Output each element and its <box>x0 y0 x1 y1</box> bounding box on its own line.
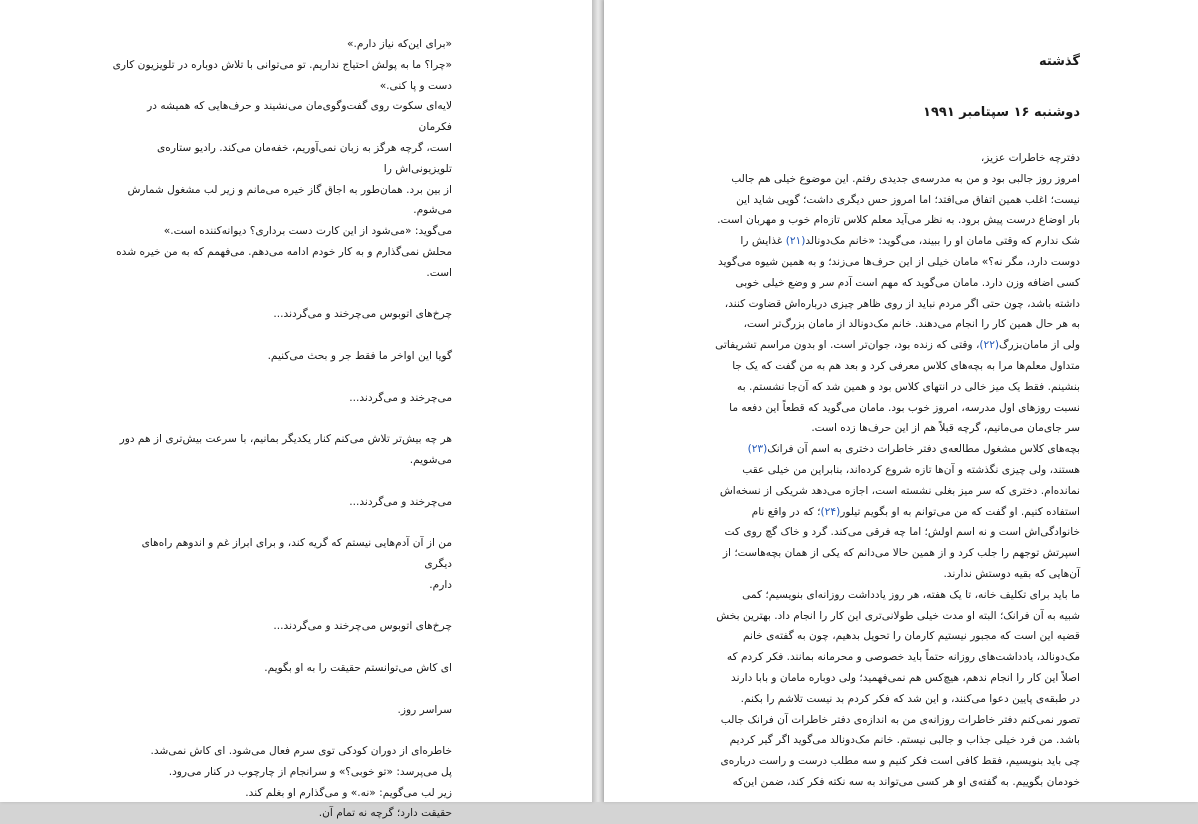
text-line: بچه‌های کلاس مشغول مطالعه‌ی دفتر خاطرات دختری به اسم آن فرانک(۲۳) <box>747 443 1080 456</box>
text-line: محلش نمی‌گذارم و به کار خودم ادامه می‌دهم. می‌فهمم که به من خیره شده است. <box>116 245 452 279</box>
text-line: دست و پا کنی.» <box>379 79 452 92</box>
text-line: به هر حال همین کار را انجام می‌دهند. خانم مک‌دونالد از مامان بزرگ‌تر است، <box>743 318 1080 331</box>
text-line: ولی از مامان‌بزرگ(۲۲)، وقتی که زنده بود، جوان‌تر است. او بدون مراسم تشریفاتی <box>715 339 1080 352</box>
paragraph-gap <box>112 679 452 700</box>
text-line: من از آن آدم‌هایی نیستم که گریه کند، و برای ابراز غم و اندوهم راه‌های دیگری <box>141 537 452 570</box>
right-page <box>604 0 1198 802</box>
text-line: متداول معلم‌ها مرا به بچه‌های کلاس معرفی کرد و بعد هم به من گفت که یک جا <box>732 359 1080 372</box>
text-line: حقیقت دارد؛ گرچه نه تمام آن. <box>318 807 452 820</box>
text-line: هستند، ولی چیزی نگذشته و آن‌ها تازه شروع کرده‌اند، بنابراین من خیلی عقب <box>742 463 1080 476</box>
text-line: خودمان بگوییم. به گفته‌ی او هر کسی می‌تواند به سه نکته فکر کند، ضمن این‌که <box>732 775 1080 788</box>
paragraph-gap <box>112 408 452 429</box>
text-line: بنشینم. فقط یک میز خالی در انتهای کلاس بود و همین شد که آن‌جا نشستم. به <box>737 380 1080 393</box>
paragraph-gap <box>112 471 452 492</box>
text-line: می‌گوید: «می‌شود از این کارت دست برداری؟ دیوانه‌کننده است.» <box>163 225 452 238</box>
text-line: نسبت روزهای اول مدرسه، امروز خوب بود. مامان می‌گوید که قطعاً این دفعه ما <box>729 401 1080 414</box>
text-line: هر چه بیش‌تر تلاش می‌کنم کنار یکدیگر بمانیم، با سرعت بیش‌تری از هم دور <box>119 433 452 446</box>
text-line: بار اوضاع درست پیش برود. به نظر می‌آید معلم کلاس تازه‌ام خوب و مهربان است. <box>717 214 1080 227</box>
text-line: امروز روز جالبی بود و من به مدرسه‌ی جدیدی رفتم. این موضوع خیلی هم جالب <box>731 172 1080 185</box>
text-line: می‌چرخند و می‌گردند... <box>349 495 452 508</box>
text-line: زیر لب می‌گویم: «نه.» و می‌گذارم او بغلم کند. <box>245 786 452 799</box>
text-line: پل می‌پرسد: «تو خوبی؟» و سرانجام از چارچوب در کنار می‌رود. <box>168 765 452 778</box>
chapter-title: گذشته <box>1038 54 1080 69</box>
diary-entry-date: دوشنبه ۱۶ سپتامبر ۱۹۹۱ <box>923 105 1080 120</box>
text-line: شک ندارم که وقتی مامان او را ببیند، می‌گوید: «خانم مک‌دونالد(۲۱) غذایش را <box>740 235 1080 248</box>
text-line: می‌شویم. <box>409 453 452 466</box>
text-line: خاطره‌ای از دوران کودکی توی سرم فعال می‌شود. ای کاش نمی‌شد. <box>150 745 452 758</box>
right-page-text <box>714 148 1080 793</box>
text-line: می‌چرخند و می‌گردند... <box>349 391 452 404</box>
text-line: آن‌هایی که بقیه دوستش ندارند. <box>943 567 1080 580</box>
text-line: لایه‌ای سکوت روی گفت‌وگوی‌مان می‌نشیند و حرف‌هایی که همیشه در فکرمان <box>147 100 452 134</box>
paragraph-gap <box>112 637 452 658</box>
text-line: داشته باشد، چون حتی اگر مردم نباید از روی ظاهر چیزی درباره‌اش قضاوت کنند، <box>724 297 1080 310</box>
text-line: گویا این اواخر ما فقط جر و بحث می‌کنیم. <box>267 349 452 362</box>
text-line: «برای این‌که نیاز دارم.» <box>347 38 452 50</box>
text-line: نمانده‌ام. دختری که سر میز بغلی نشسته است، اجازه می‌دهد شریکی از نسخه‌اش <box>719 484 1080 497</box>
text-line: چی باید بنویسیم، فقط کافی است فکر کنیم و سه مطلب درست و راست درباره‌ی <box>720 755 1080 768</box>
text-line: اصلاً این کار را انجام ندهم، هیچ‌کس هم نمی‌فهمید؛ ولی دوباره مامان و بابا دارند <box>731 671 1080 684</box>
text-line: از بین برد. همان‌طور به اجاق گاز خیره می‌مانم و زیر لب مشغول شمارش می‌شوم. <box>127 183 452 217</box>
text-line: تصور نمی‌کنم دفتر خاطرات روزانه‌ی من به اندازه‌ی دفتر خاطرات آن فرانک جالب <box>720 713 1080 726</box>
footnote-link[interactable]: (۲۴) <box>820 505 841 518</box>
paragraph-gap <box>112 720 452 741</box>
footnote-link[interactable]: (۲۱) <box>785 235 806 248</box>
paragraph-gap <box>112 325 452 346</box>
text-line: خانوادگی‌اش است و نه اسم اولش؛ اما چه فرقی می‌کند. گرد و خاک گچ روی کت <box>724 526 1080 539</box>
text-line: شبیه به آن فرانک؛ البته او مدت خیلی طولانی‌تری این کار را انجام داد. بهترین بخش <box>716 609 1080 622</box>
left-page <box>0 0 592 820</box>
text-line: در طبقه‌ی پایین دعوا می‌کنند، و این شد که فکر کردم بد نیست تلاشم را بکنم. <box>740 692 1080 705</box>
text-line: دوست دارد، مگر نه؟» مامان خیلی از این حرف‌ها می‌زند؛ و به همین شیوه می‌گوید <box>718 255 1080 268</box>
text-line: ای کاش می‌توانستم حقیقت را به او بگویم. <box>264 661 452 674</box>
text-line: «چرا؟ ما به پولش احتیاج نداریم. تو می‌توانی با تلاش دوباره در تلویزیون کاری <box>112 58 452 71</box>
text-line: اسپرتش توجهم را جلب کرد و از همین حالا می‌دانم که یکی از همان بچه‌هاست؛ از <box>722 547 1080 560</box>
footnote-link[interactable]: (۲۲) <box>979 339 1000 352</box>
text-line: کسی اضافه وزن دارد. مامان می‌گوید که مهم است آدم سر و وضع خیلی خوبی <box>735 276 1080 289</box>
text-line: باشد. من فرد خیلی جذاب و جالبی نیستم. خانم مک‌دونالد می‌گوید اگر گیر کردیم <box>729 734 1080 747</box>
text-line: چرخ‌های اتوبوس می‌چرخند و می‌گردند... <box>273 620 452 633</box>
left-page-text <box>112 34 452 824</box>
text-line: قضیه این است که مجبور نیستیم کارمان را تحویل بدهیم، چون به گفته‌ی خانم <box>742 630 1080 643</box>
text-line: دارم. <box>429 578 452 591</box>
text-line: نیست؛ اغلب همین اتفاق می‌افتد؛ اما امروز حس دیگری داشت؛ گویی شاید این <box>736 193 1080 206</box>
text-line: سر جای‌مان می‌مانیم، گرچه قبلاً هم از این حرف‌ها زده است. <box>811 422 1080 435</box>
text-line: ما باید برای تکلیف خانه، تا یک هفته، هر روز یادداشت روزانه‌ای بنویسیم؛ کمی <box>742 588 1080 601</box>
book-gutter <box>592 0 604 802</box>
footnote-link[interactable]: (۲۳) <box>747 443 768 456</box>
text-line: استفاده کنیم. او گفت که من می‌توانم به او بگویم تیلور(۲۴)؛ که در واقع نام <box>751 505 1080 518</box>
text-line: دفترچه خاطرات عزیز، <box>980 152 1080 164</box>
paragraph-gap <box>112 284 452 305</box>
paragraph-gap <box>112 596 452 617</box>
text-line: سراسر روز. <box>397 703 452 716</box>
text-line: مک‌دونالد، یادداشت‌های روزانه حتماً باید خصوصی و محرمانه بمانند. فکر کردم که <box>726 651 1080 664</box>
paragraph-gap <box>112 512 452 533</box>
text-line: است، گرچه هرگز به زبان نمی‌آوریم، خفه‌مان می‌کند. رادیو ستاره‌ی تلویزیونی‌اش را <box>157 141 452 175</box>
text-line: چرخ‌های اتوبوس می‌چرخند و می‌گردند... <box>273 308 452 321</box>
paragraph-gap <box>112 367 452 388</box>
